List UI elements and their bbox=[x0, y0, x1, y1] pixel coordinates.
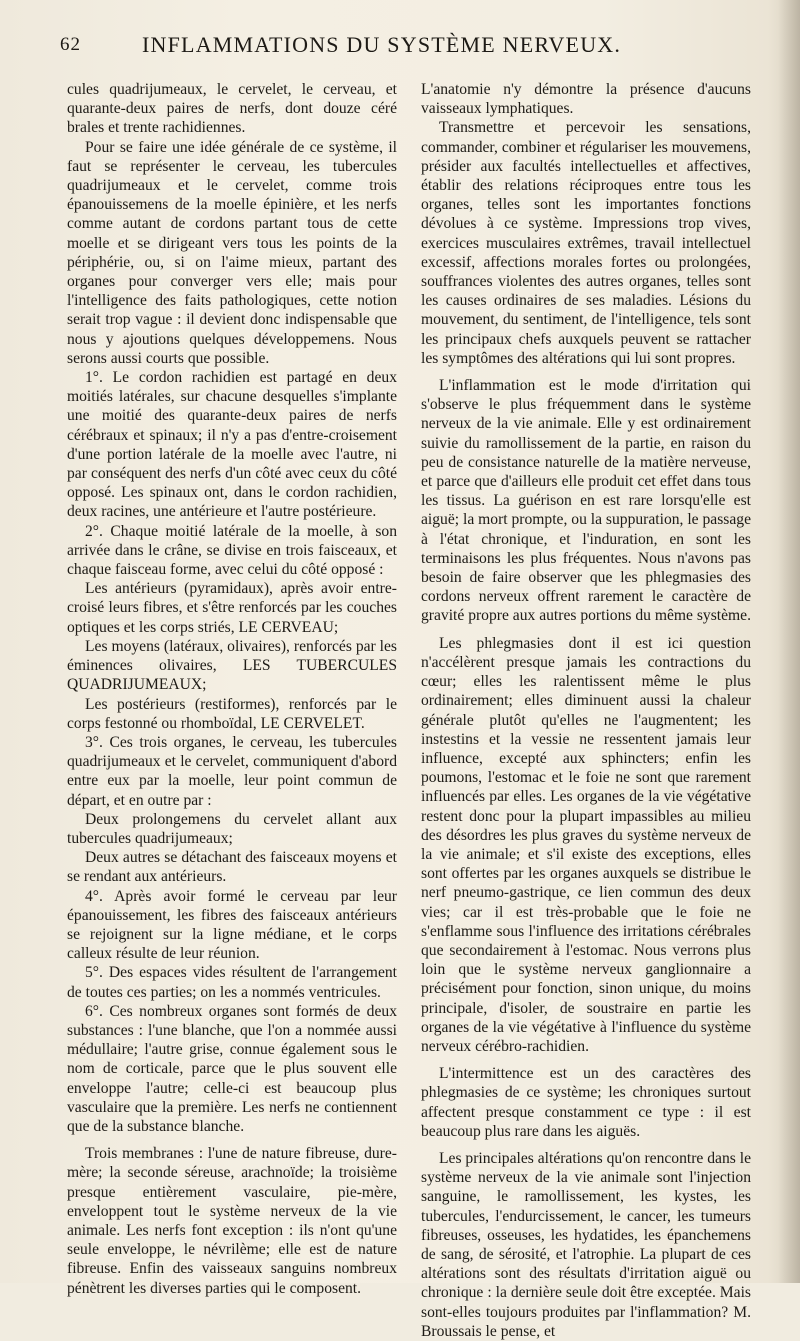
paragraph: 5°. Des espaces vides résultent de l'arrangement de toutes ces parties; on les a nommés ventricules. bbox=[67, 964, 397, 1001]
paragraph: 6°. Ces nombreux organes sont formés de deux substances : l'une blanche, que l'on a nommée aussi médullaire; l'autre grise, connue également sous le nom de corticale, parce que le plus souvent elle enveloppe l'autre; celle-ci est beaucoup plus vasculaire que la première. Les nerfs ne contiennent que de la substance blanche. bbox=[67, 1002, 397, 1135]
page-edge-shadow bbox=[778, 0, 800, 1283]
paragraph: Les phlegmasies dont il est ici question n'accélèrent presque jamais les contractions du cœur; elles les ralentissent même le plus ordinairement; elles diminuent aussi la chaleur générale plutôt qu'elles ne l'augmentent; les instestins et la vessie ne ressentent jamais leur influence, excepté aux sphincters; enfin les poumons, l'estomac et le foie ne sont que rarement influencés par elles. Les organes de la vie végétative restent donc pour la plupart impassibles au milieu des désordres les plus graves du système nerveux de la vie animale; et s'il existe des exceptions, elles sont offertes par les organes auxquels se distribue le nerf pneumo-gastrique, ce lien commun des deux vies; car il est très-probable que le foie ne s'enflamme sous l'influence des irritations cérébrales que secondairement à l'estomac. Nous verrons plus loin que le système nerveux ganglionnaire a précisément pour fonction, sinon unique, du moins principale, d'isoler, de soustraire en partie les organes de la vie végétative à l'influence du système nerveux cérébro-rachidien. bbox=[421, 634, 751, 1055]
page-header bbox=[60, 30, 780, 64]
paragraph: cules quadrijumeaux, le cervelet, le cerveau, et quarante-deux paires de nerfs, dont douze céré brales et trente rachidiennes. bbox=[67, 81, 397, 137]
paragraph: Deux prolongemens du cervelet allant aux tubercules quadrijumeaux; bbox=[67, 810, 397, 847]
paragraph: 3°. Ces trois organes, le cerveau, les tubercules quadrijumeaux et le cervelet, communiquent d'abord entre eux par la moelle, leur point commun de départ, et en outre par : bbox=[67, 733, 397, 809]
paragraph: L'inflammation est le mode d'irritation qui s'observe le plus fréquemment dans le système nerveux de la vie animale. Elle y est ordinairement suivie du ramollissement de la partie, en raison du peu de consistance naturelle de la matière nerveuse, et parce que d'ailleurs elle produit cet effet dans tous les tissus. La guérison en est rare lorsqu'elle est aiguë; la mort prompte, ou la suppuration, le passage à l'état chronique, et l'induration, en sont les terminaisons les plus fréquentes. Nous n'avons pas besoin de faire observer que les phlegmasies des cordons nerveux offrent rarement le caractère de gravité propre aux autres portions du même système. bbox=[421, 377, 751, 625]
paragraph: Les antérieurs (pyramidaux), après avoir entre-croisé leurs fibres, et s'être renforcés par les couches optiques et les corps striés, LE CERVEAU; bbox=[67, 580, 397, 636]
paragraph: Les moyens (latéraux, olivaires), renforcés par les éminences olivaires, LES TUBERCULES QUADRIJUMEAUX; bbox=[67, 637, 397, 694]
page-number: 62 bbox=[60, 34, 81, 55]
paragraph: Pour se faire une idée générale de ce système, il faut se représenter le cerveau, les tubercules quadrijumeaux et le cervelet, comme trois épanouissemens de la moelle épinière, et les nerfs comme autant de cordons partant tous de cette moelle et se dirigeant vers tous les points de la périphérie, ou, si on l'aime mieux, partant des organes pour converger vers elle; mais pour l'intelligence des faits pathologiques, cette notion serait trop vague : il devient donc indispensable que nous y ajoutions quelques développemens. Nous serons aussi courts que possible. bbox=[67, 138, 397, 367]
paragraph: Transmettre et percevoir les sensations, commander, combiner et régulariser les mouvemens, présider aux facultés intellectuelles et affectives, établir des relations réciproques entre tous les organes, telles sont les importantes fonctions dévolues à ce système. Impressions trop vives, exercices musculaires extrêmes, travail intellectuel excessif, affections morales fortes ou prolongées, souffrances violentes des autres organes, telles sont les causes ordinaires de ses maladies. Lésions du mouvement, du sentiment, de l'intelligence, tels sont les principaux chefs auxquels peuvent se rattacher les symptômes des altérations qui lui sont propres. bbox=[421, 119, 751, 367]
paragraph: 4°. Après avoir formé le cerveau par leur épanouissement, les fibres des faisceaux antérieurs se rejoignent sur la ligne médiane, et le corps calleux résulte de leur réunion. bbox=[67, 887, 397, 963]
paragraph: 1°. Le cordon rachidien est partagé en deux moitiés latérales, sur chacune desquelles s'implante une moitié des quarante-deux paires de nerfs cérébraux et spinaux; il n'y a pas d'entre-croisement d'une portion latérale de la moelle avec l'autre, ni par conséquent des nerfs d'un côté avec ceux du côté opposé. Les spinaux ont, dans le cordon rachidien, deux racines, une antérieure et l'autre postérieure. bbox=[67, 369, 397, 521]
paragraph: L'intermittence est un des caractères des phlegmasies de ce système; les chroniques surtout affectent presque constamment ce type : il est beaucoup plus rare dans les aiguës. bbox=[421, 1065, 751, 1140]
left-column bbox=[67, 80, 397, 1298]
running-title: INFLAMMATIONS DU SYSTÈME NERVEUX. bbox=[142, 32, 622, 57]
right-column bbox=[421, 80, 751, 1341]
paragraph: L'anatomie n'y démontre la présence d'aucuns vaisseaux lymphatiques. bbox=[421, 81, 751, 118]
paragraph: Les postérieurs (restiformes), renforcés par le corps festonné ou rhomboïdal, LE CERVELET. bbox=[67, 695, 397, 732]
paragraph: 2°. Chaque moitié latérale de la moelle, à son arrivée dans le crâne, se divise en trois faisceaux, et chaque faisceau forme, avec celui du côté opposé : bbox=[67, 522, 397, 579]
paragraph: Deux autres se détachant des faisceaux moyens et se rendant aux antérieurs. bbox=[67, 849, 397, 886]
paragraph: Les principales altérations qu'on rencontre dans le système nerveux de la vie animale sont l'injection sanguine, le ramollissement, les kystes, les tubercules, l'endurcissement, le cancer, les tumeurs fibreuses, osseuses, les hydatides, les épanchemens de sang, de sérosité, et l'atrophie. La plupart de ces altérations sont des résultats d'irritation aiguë ou chronique : la dernière seule doit être exceptée. Mais sont-elles toujours produites par l'inflammation? M. Broussais le pense, et bbox=[421, 1149, 751, 1340]
paragraph: Trois membranes : l'une de nature fibreuse, dure-mère; la seconde séreuse, arachnoïde; la troisième presque entièrement vasculaire, pie-mère, enveloppent tout le système nerveux de la vie animale. Les nerfs font exception : ils n'ont qu'une seule enveloppe, le névrilème; elle est de nature fibreuse. Enfin des vaisseaux sanguins nombreux pénètrent les diverses parties qui le composent. bbox=[67, 1145, 397, 1297]
